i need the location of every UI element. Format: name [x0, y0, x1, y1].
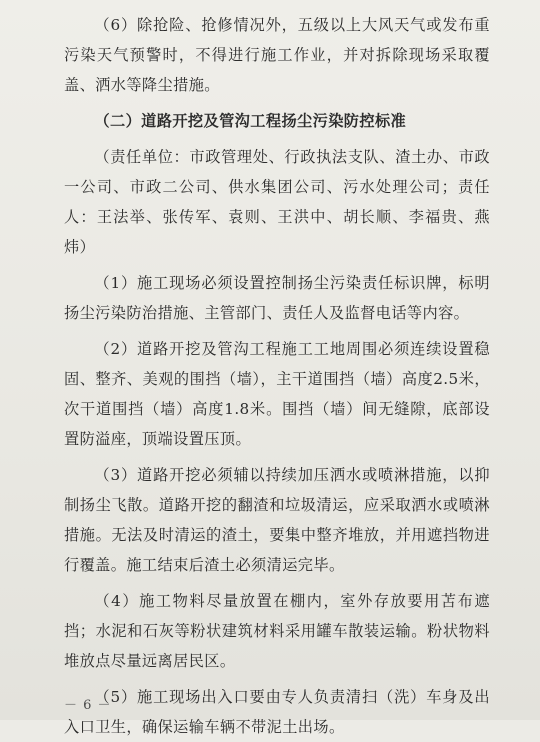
paragraph-4-materials: （4）施工物料尽量放置在棚内，室外存放要用苫布遮挡；水泥和石灰等粉状建筑材料采用罐车散装运输。粉状物料堆放点尽量远离居民区。 — [64, 592, 490, 670]
section-heading-road-excavation: （二）道路开挖及管沟工程扬尘污染防控标准 — [94, 112, 407, 130]
paragraph-1-signboard: （1）施工现场必须设置控制扬尘污染责任标识牌，标明扬尘污染防治措施、主管部门、责任人及监督电话等内容。 — [64, 274, 490, 322]
paragraph-responsibility: （责任单位：市政管理处、行政执法支队、渣土办、市政一公司、市政二公司、供水集团公司、污水处理公司；责任人：王法举、张传军、袁则、王洪中、胡长顺、李福贵、燕炜） — [64, 148, 490, 256]
paragraph-6-weather-ban: （6）除抢险、抢修情况外，五级以上大风天气或发布重污染天气预警时，不得进行施工作业，并对拆除现场采取覆盖、洒水等降尘措施。 — [64, 16, 490, 94]
paragraph-3-watering: （3）道路开挖必须辅以持续加压洒水或喷淋措施，以抑制扬尘飞散。道路开挖的翻渣和垃圾清运，应采取洒水或喷淋措施。无法及时清运的渣土，要集中整齐堆放，并用遮挡物进行覆盖。施工结束后渣土必须清运完毕。 — [64, 466, 490, 574]
paragraph-2-hoarding: （2）道路开挖及管沟工程施工工地周围必须连续设置稳固、整齐、美观的围挡（墙），主干道围挡（墙）高度2.5米，次干道围挡（墙）高度1.8米。围挡（墙）间无缝隙，底部设置防溢座，顶端设置压顶。 — [64, 340, 490, 448]
paragraph-5-entrance: （5）施工现场出入口要由专人负责清扫（洗）车身及出入口卫生，确保运输车辆不带泥土出场。 — [64, 688, 490, 736]
page-number: － 6 － — [64, 698, 112, 713]
